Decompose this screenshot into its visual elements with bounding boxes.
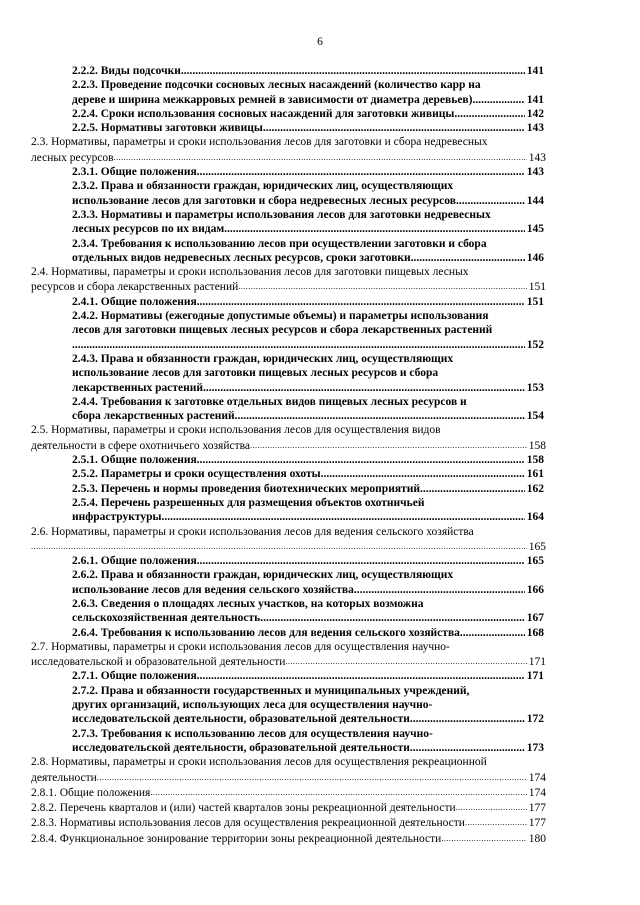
- toc-page-number: 171: [526, 670, 544, 683]
- toc-entry[interactable]: [0, 395, 544, 424]
- toc-page-number: 151: [526, 295, 544, 308]
- toc-entry[interactable]: [0, 831, 546, 846]
- toc-page-number: 172: [526, 713, 544, 726]
- dot-leader: [420, 482, 525, 496]
- toc-entry-title: 2.2.4. Сроки использования сосновых насаждений для заготовки живицы: [72, 107, 455, 120]
- toc-entry[interactable]: [0, 467, 544, 481]
- dot-leader: [354, 583, 525, 597]
- toc-entry-text-line: 2.6. Нормативы, параметры и сроки использования лесов для ведения сельского хозяйства: [31, 525, 474, 538]
- dot-leader: [224, 222, 525, 236]
- dot-leader: [238, 279, 526, 294]
- toc-entry[interactable]: [0, 785, 546, 800]
- toc-entry-title: дереве и ширина межкарровых ремней в зависимости от диаметра деревьев).: [72, 93, 476, 106]
- dot-leader: [235, 409, 525, 423]
- toc-entry-title: 2.6.4. Требования к использованию лесов для ведения сельского хозяйства: [72, 626, 460, 639]
- toc-entry-text-line: 2.7.3. Требования к использованию лесов для осуществления научно-: [72, 727, 433, 740]
- toc-entry[interactable]: [0, 568, 544, 597]
- toc-entry[interactable]: [0, 815, 546, 830]
- dot-leader: [150, 785, 526, 800]
- toc-entry[interactable]: [0, 554, 544, 568]
- toc-entry-text-line: 2.8. Нормативы, параметры и сроки использования лесов для осуществления рекреационной: [31, 756, 487, 769]
- toc-page-number: 158: [526, 454, 544, 467]
- toc-entry-title: 2.8.1. Общие положения: [31, 786, 151, 799]
- toc-entry-text-line: использование лесов для заготовки пищевых лесных ресурсов и сбора: [72, 367, 439, 380]
- toc-page-number: 164: [526, 511, 544, 524]
- toc-page-number: 167: [526, 612, 544, 625]
- toc-page-number: 165: [526, 555, 544, 568]
- toc-page-number: 143: [526, 166, 544, 179]
- toc-page-number: 177: [528, 817, 546, 830]
- toc-page-number: 174: [528, 771, 546, 784]
- dot-leader: [197, 554, 525, 568]
- toc-page-number: 153: [526, 381, 544, 394]
- toc-entry-text-line: 2.6.2. Права и обязанности граждан, юридических лиц, осуществляющих: [72, 569, 454, 582]
- toc-entry-title: исследовательской и образовательной деятельности: [31, 656, 286, 669]
- toc-entry[interactable]: [0, 165, 544, 179]
- toc-entry-title: 2.3.1. Общие положения: [72, 166, 197, 179]
- toc-entry-title: 2.8.2. Перечень кварталов и (или) частей кварталов зоны рекреационной деятельности: [31, 802, 456, 815]
- toc-entry-title: 2.8.4. Функциональное зонирование территории зоны рекреационной деятельности: [31, 832, 442, 845]
- toc-entry-text-line: 2.5. Нормативы, параметры и сроки использования лесов для осуществления видов: [31, 424, 441, 437]
- dot-leader: [285, 654, 526, 669]
- toc-entry[interactable]: [0, 352, 544, 395]
- toc-page-number: 165: [528, 540, 546, 553]
- toc-entry-title: инфраструктуры: [72, 511, 162, 524]
- toc-entry[interactable]: [0, 135, 546, 165]
- dot-leader: [197, 453, 525, 467]
- page-number: 6: [317, 36, 323, 48]
- dot-leader: [197, 669, 525, 683]
- toc-page-number: 180: [528, 832, 546, 845]
- toc-entry[interactable]: [0, 64, 544, 78]
- toc-entry-text-line: 2.7.2. Права и обязанности государственных и муниципальных учреждений,: [72, 684, 470, 697]
- toc-entry-title: лесных ресурсов по их видам: [72, 223, 225, 236]
- toc-entry-title: исследовательской деятельности, образовательной деятельности: [72, 713, 410, 726]
- toc-entry[interactable]: [0, 295, 544, 309]
- dot-leader: [441, 831, 526, 846]
- toc-page-number: 158: [528, 439, 546, 452]
- toc-page-number: 171: [528, 656, 546, 669]
- toc-entry-title: 2.8.3. Нормативы использования лесов для осуществления рекреационной деятельности: [31, 817, 465, 830]
- dot-leader: [465, 815, 527, 830]
- dot-leader: [31, 539, 527, 554]
- toc-entry[interactable]: [0, 800, 546, 815]
- dot-leader: [114, 150, 527, 165]
- toc-entry-text-line: 2.3.3. Нормативы и параметры использования лесов для заготовки недревесных: [72, 208, 491, 221]
- toc-entry-title: использование лесов для заготовки и сбора недревесных лесных ресурсов: [72, 194, 456, 207]
- toc-entry-title: 2.4.1. Общие положения: [72, 295, 197, 308]
- dot-leader: [321, 467, 525, 481]
- toc-entry[interactable]: [0, 453, 544, 467]
- toc-entry[interactable]: [0, 626, 544, 640]
- dot-leader: [197, 295, 525, 309]
- toc-entry-title: 2.5.3. Перечень и нормы проведения биотехнических мероприятий: [72, 482, 420, 495]
- dot-leader: [162, 510, 525, 524]
- toc-entry[interactable]: [0, 684, 544, 727]
- toc-entry-text-line: 2.3. Нормативы, параметры и сроки использования лесов для заготовки и сбора недревесных: [31, 136, 488, 149]
- dot-leader: [197, 165, 525, 179]
- toc-page-number: 144: [526, 194, 544, 207]
- toc-entry-title: сельскохозяйственная деятельность: [72, 612, 261, 625]
- toc-entry-text-line: 2.4.2. Нормативы (ежегодные допустимые объемы) и параметры использования: [72, 310, 489, 323]
- toc-entry-text-line: 2.4.3. Права и обязанности граждан, юридических лиц, осуществляющих: [72, 352, 454, 365]
- dot-leader: [456, 800, 527, 815]
- toc-entry-title: 2.2.2. Виды подсочки: [72, 65, 181, 77]
- toc-entry-title: 2.6.1. Общие положения: [72, 555, 197, 568]
- toc-entry[interactable]: [0, 107, 544, 121]
- toc-page-number: 174: [528, 786, 546, 799]
- toc-entry[interactable]: [0, 121, 544, 135]
- dot-leader: [456, 194, 525, 208]
- toc-entry-text-line: 2.5.4. Перечень разрешенных для размещения объектов охотничьей: [72, 496, 425, 509]
- toc-entry-text-line: 2.4.4. Требования к заготовке отдельных видов пищевых лесных ресурсов и: [72, 395, 467, 408]
- toc-entry[interactable]: [0, 727, 544, 756]
- toc-entry[interactable]: [0, 265, 546, 295]
- toc-entry-title: ресурсов и сбора лекарственных растений: [31, 281, 239, 294]
- toc-entry-text-line: 2.6.3. Сведения о площадях лесных участков, на которых возможна: [72, 597, 424, 610]
- toc-entry[interactable]: [0, 78, 544, 107]
- toc-entry-title: исследовательской деятельности, образовательной деятельности: [72, 741, 410, 754]
- toc-entry-title: лесных ресурсов: [31, 151, 114, 164]
- table-of-contents: [0, 64, 640, 846]
- toc-page-number: 146: [526, 251, 544, 264]
- toc-entry[interactable]: [0, 179, 544, 208]
- dot-leader: [260, 611, 524, 625]
- toc-entry-title: 2.2.5. Нормативы заготовки живицы: [72, 122, 263, 135]
- dot-leader: [72, 338, 525, 352]
- toc-page-number: 161: [526, 468, 544, 481]
- toc-entry-title: 2.5.2. Параметры и сроки осуществления охоты: [72, 468, 321, 481]
- toc-entry[interactable]: [0, 482, 544, 496]
- dot-leader: [410, 741, 525, 755]
- toc-entry[interactable]: [0, 597, 544, 626]
- toc-entry-text-line: 2.3.4. Требования к использованию лесов при осуществлении заготовки и сбора: [72, 237, 487, 250]
- toc-page-number: 151: [528, 281, 546, 294]
- dot-leader: [410, 712, 525, 726]
- toc-page-number: 152: [526, 338, 544, 351]
- toc-entry[interactable]: [0, 640, 546, 670]
- toc-entry[interactable]: [0, 496, 544, 525]
- toc-page-number: 142: [526, 107, 544, 120]
- dot-leader: [203, 381, 525, 395]
- dot-leader: [97, 770, 527, 785]
- toc-entry-text-line: 2.2.3. Проведение подсочки сосновых лесных насаждений (количество карр на: [72, 79, 481, 92]
- toc-entry[interactable]: [0, 237, 544, 266]
- dot-leader: [250, 438, 527, 453]
- toc-entry-title: 2.7.1. Общие положения: [72, 670, 197, 683]
- toc-entry-title: 2.5.1. Общие положения: [72, 454, 197, 467]
- dot-leader: [263, 121, 525, 135]
- toc-entry-title: лекарственных растений: [72, 381, 203, 394]
- toc-page-number: 162: [526, 482, 544, 495]
- toc-entry[interactable]: [0, 525, 546, 555]
- toc-page-number: 154: [526, 410, 544, 423]
- toc-entry-title: использование лесов для ведения сельского хозяйства: [72, 583, 354, 596]
- toc-entry-title: отдельных видов недревесных лесных ресурсов, сроки заготовки: [72, 251, 411, 264]
- toc-entry[interactable]: [0, 669, 544, 683]
- toc-entry[interactable]: [0, 208, 544, 237]
- toc-entry-text-line: других организаций, использующих леса для осуществления научно-: [72, 699, 433, 712]
- toc-page-number: 143: [528, 151, 546, 164]
- toc-entry-text-line: 2.7. Нормативы, параметры и сроки использования лесов для осуществления научно-: [31, 640, 450, 653]
- toc-page-number: 141: [526, 93, 544, 106]
- toc-page-number: 166: [526, 583, 544, 596]
- toc-page-number: 143: [526, 122, 544, 135]
- toc-entry-text-line: 2.4. Нормативы, параметры и сроки использования лесов для заготовки пищевых лесных: [31, 266, 469, 279]
- toc-entry[interactable]: [0, 309, 544, 352]
- dot-leader: [411, 251, 525, 265]
- toc-page-number: 173: [526, 741, 544, 754]
- toc-entry-title: сбора лекарственных растений: [72, 410, 235, 423]
- toc-page-number: 145: [526, 223, 544, 236]
- toc-page-number: 177: [528, 802, 546, 815]
- toc-entry[interactable]: [0, 755, 546, 785]
- toc-entry-title: деятельности в сфере охотничьего хозяйства: [31, 439, 250, 452]
- toc-entry[interactable]: [0, 423, 546, 453]
- toc-page-number: 168: [526, 626, 544, 639]
- toc-entry-text-line: 2.3.2. Права и обязанности граждан, юридических лиц, осуществляющих: [72, 180, 454, 193]
- dot-leader: [460, 626, 525, 640]
- dot-leader: [181, 64, 525, 78]
- toc-entry-title: деятельности: [31, 771, 97, 784]
- dot-leader: [475, 93, 524, 107]
- dot-leader: [454, 107, 524, 121]
- toc-page-number: 141: [526, 65, 544, 77]
- toc-entry-text-line: лесов для заготовки пищевых лесных ресурсов и сбора лекарственных растений: [72, 324, 493, 337]
